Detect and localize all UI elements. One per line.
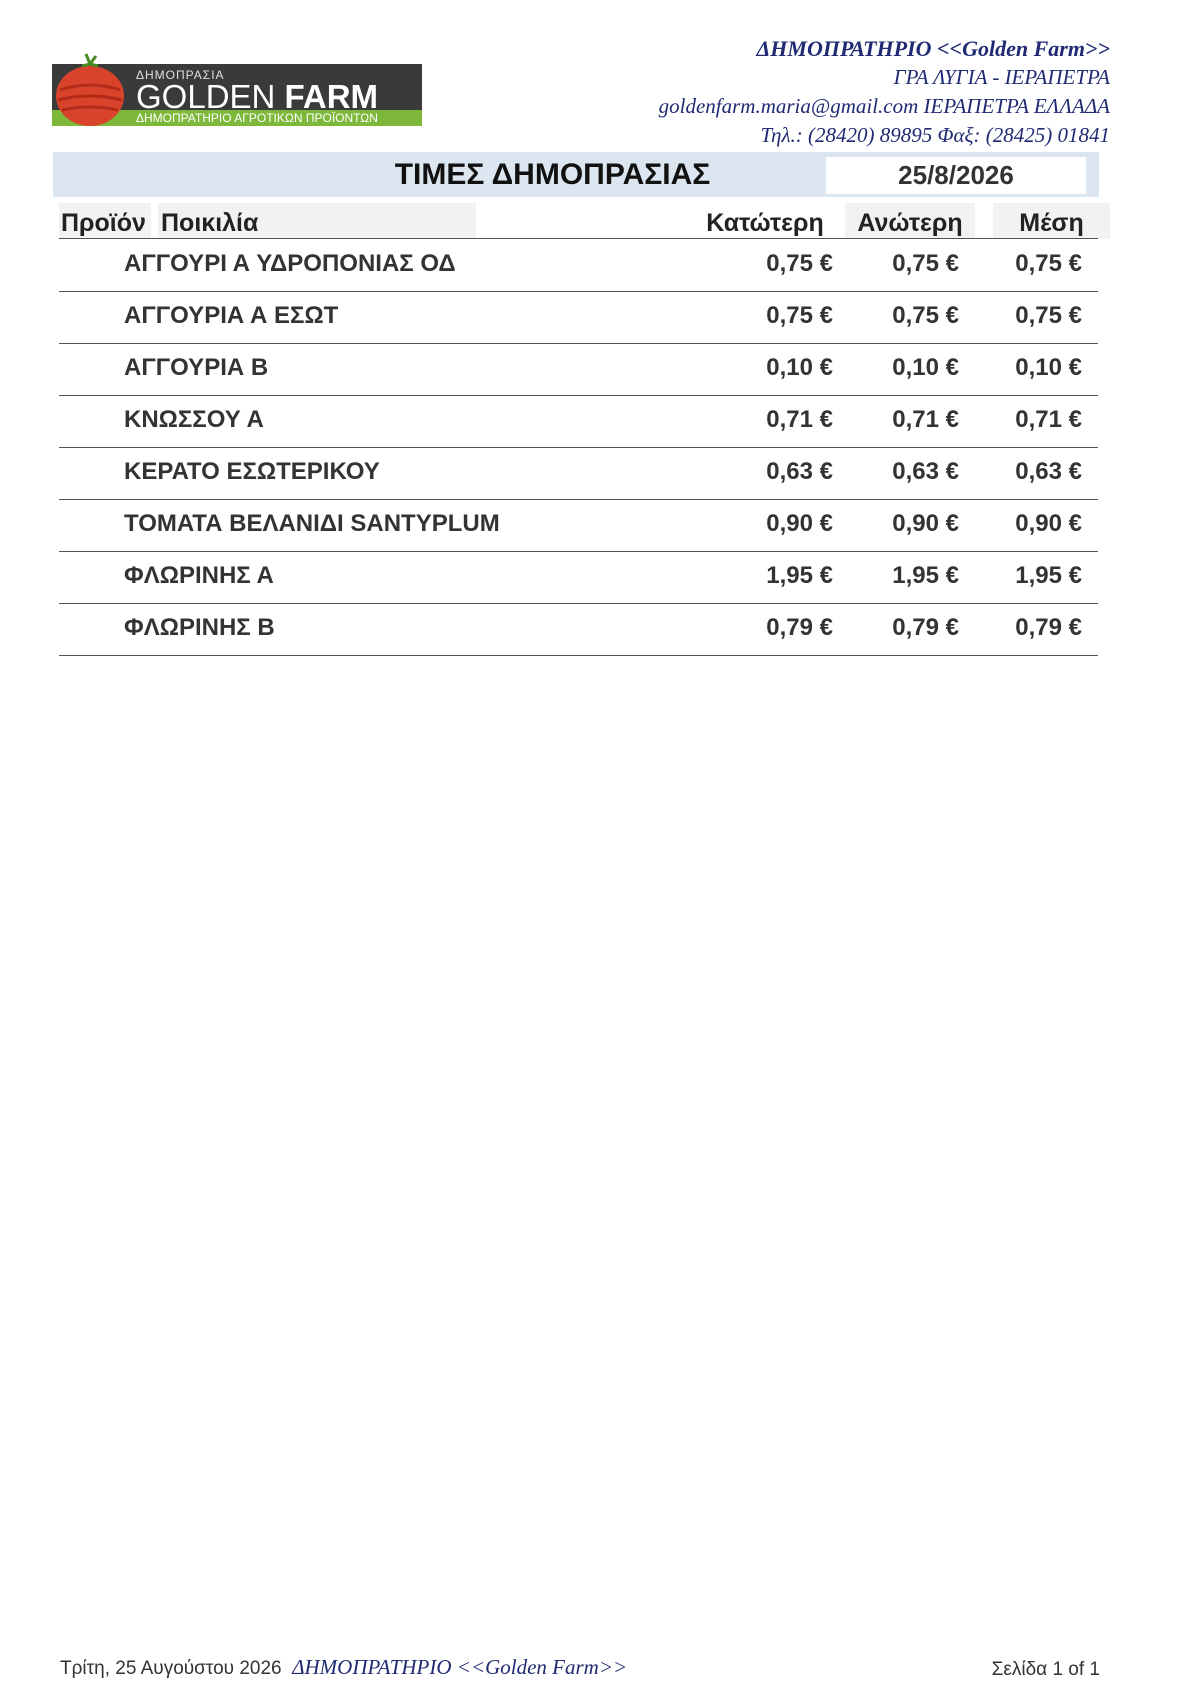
logo-golden: GOLDEN bbox=[136, 78, 276, 115]
tomato-icon bbox=[52, 50, 132, 128]
company-email-city: goldenfarm.maria@gmail.com ΙΕΡΑΠΕΤΡΑ ΕΛΛΑΔΑ bbox=[658, 94, 1110, 118]
product-name: ΚΕΡΑΤΟ ΕΣΩΤΕΡΙΚΟΥ bbox=[124, 458, 380, 485]
logo-farm: FARM bbox=[284, 78, 379, 115]
price-avg: 0,79 € bbox=[1015, 614, 1082, 641]
product-name: ΦΛΩΡΙΝΗΣ Α bbox=[124, 562, 274, 589]
table-row bbox=[59, 499, 1098, 552]
product-name: ΦΛΩΡΙΝΗΣ Β bbox=[124, 614, 275, 641]
price-avg: 0,63 € bbox=[1015, 458, 1082, 485]
header-variety: Ποικιλία bbox=[158, 203, 476, 239]
price-low: 0,79 € bbox=[766, 614, 833, 641]
product-name: ΑΓΓΟΥΡΙ Α ΥΔΡΟΠΟΝΙΑΣ ΟΔ bbox=[124, 250, 456, 277]
product-name: ΚΝΩΣΣΟΥ Α bbox=[124, 406, 264, 433]
price-avg: 0,90 € bbox=[1015, 510, 1082, 537]
header-low: Κατώτερη bbox=[700, 203, 830, 239]
table-row bbox=[59, 603, 1098, 656]
header-high: Ανώτερη bbox=[845, 203, 975, 239]
price-high: 0,75 € bbox=[892, 250, 959, 277]
price-low: 0,10 € bbox=[766, 354, 833, 381]
footer-company: ΔΗΜΟΠΡΑΤΗΡΙΟ <<Golden Farm>> bbox=[292, 1655, 628, 1679]
table-row bbox=[59, 343, 1098, 396]
footer-left bbox=[60, 1655, 627, 1680]
price-high: 0,90 € bbox=[892, 510, 959, 537]
company-logo bbox=[52, 50, 422, 128]
footer-date: Τρίτη, 25 Αυγούστου 2026 bbox=[60, 1658, 282, 1679]
company-name: ΔΗΜΟΠΡΑΤΗΡΙΟ <<Golden Farm>> bbox=[756, 36, 1110, 61]
price-high: 1,95 € bbox=[892, 562, 959, 589]
table-row bbox=[59, 551, 1098, 604]
product-name: ΑΓΓΟΥΡΙΑ Β bbox=[124, 354, 269, 381]
price-low: 0,71 € bbox=[766, 406, 833, 433]
price-low: 0,75 € bbox=[766, 302, 833, 329]
header-product: Προϊόν bbox=[59, 203, 151, 239]
price-low: 0,90 € bbox=[766, 510, 833, 537]
page-title: ΤΙΜΕΣ ΔΗΜΟΠΡΑΣΙΑΣ bbox=[394, 158, 711, 191]
company-phone-fax: Τηλ.: (28420) 89895 Φαξ: (28425) 01841 bbox=[760, 123, 1110, 147]
price-avg: 0,75 € bbox=[1015, 250, 1082, 277]
table-row bbox=[59, 447, 1098, 500]
header-avg: Μέση bbox=[993, 203, 1110, 239]
price-high: 0,71 € bbox=[892, 406, 959, 433]
price-high: 0,63 € bbox=[892, 458, 959, 485]
footer-page: Σελίδα 1 of 1 bbox=[991, 1659, 1100, 1680]
logo-subtitle: ΔΗΜΟΠΡΑΤΗΡΙΟ ΑΓΡΟΤΙΚΩΝ ΠΡΟΪΟΝΤΩΝ bbox=[136, 111, 378, 125]
price-avg: 0,71 € bbox=[1015, 406, 1082, 433]
table-row bbox=[59, 291, 1098, 344]
price-low: 0,63 € bbox=[766, 458, 833, 485]
logo-small-text: ΔΗΜΟΠΡΑΣΙΑ bbox=[136, 68, 225, 82]
product-name: ΑΓΓΟΥΡΙΑ Α ΕΣΩΤ bbox=[124, 302, 339, 329]
price-avg: 0,10 € bbox=[1015, 354, 1082, 381]
price-high: 0,75 € bbox=[892, 302, 959, 329]
table-row bbox=[59, 395, 1098, 448]
price-low: 1,95 € bbox=[766, 562, 833, 589]
company-info bbox=[659, 34, 1110, 150]
product-name: ΤΟΜΑΤΑ ΒΕΛΑΝΙΔΙ SANTYPLUM bbox=[124, 510, 500, 537]
company-address: ΓΡΑ ΛΥΓΙΑ - ΙΕΡΑΠΕΤΡΑ bbox=[893, 65, 1110, 89]
report-date: 25/8/2026 bbox=[826, 157, 1086, 194]
price-high: 0,10 € bbox=[892, 354, 959, 381]
price-avg: 0,75 € bbox=[1015, 302, 1082, 329]
table-row bbox=[59, 239, 1098, 292]
price-high: 0,79 € bbox=[892, 614, 959, 641]
price-low: 0,75 € bbox=[766, 250, 833, 277]
price-avg: 1,95 € bbox=[1015, 562, 1082, 589]
